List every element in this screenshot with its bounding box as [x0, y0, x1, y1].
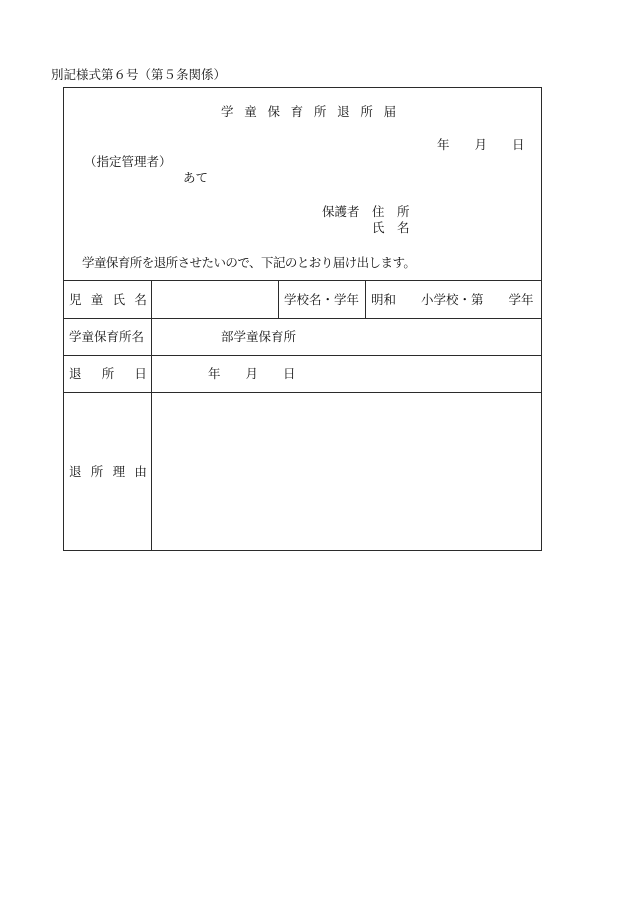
withdrawal-date-value: 年 月 日: [208, 367, 296, 381]
school-value: 明和 小学校・第 学年: [371, 292, 534, 307]
child-name-label-cell: [63, 280, 151, 318]
facility-value: 部学童保育所: [221, 330, 297, 344]
addressee-label: （指定管理者）: [84, 155, 172, 169]
withdrawal-date-value-cell: [151, 355, 541, 392]
form-title: 学 童 保 育 所 退 所 届: [221, 105, 400, 119]
facility-label: 学童保育所名: [69, 330, 145, 344]
guardian-address-label: 住 所: [372, 205, 410, 219]
child-name-label: 児 童 氏 名: [69, 292, 146, 307]
guardian-label: 保護者: [322, 205, 360, 219]
school-value-cell: [365, 280, 541, 318]
child-name-value-cell: [151, 280, 278, 318]
submission-date: 年 月 日: [437, 138, 525, 152]
statement-text: 学童保育所を退所させたいので、下記のとおり届け出します。: [82, 256, 416, 270]
withdrawal-date-label: 退 所 日: [69, 367, 146, 381]
addressee-suffix: あて: [183, 171, 209, 185]
reason-label: 退 所 理 由: [69, 464, 146, 479]
facility-value-cell: [151, 318, 541, 355]
facility-label-cell: [63, 318, 151, 355]
reason-value-cell: [151, 392, 541, 550]
reason-label-cell: [63, 392, 151, 550]
form-number: 別記様式第６号（第５条関係）: [51, 68, 227, 82]
withdrawal-date-label-cell: [63, 355, 151, 392]
school-label: 学校名・学年: [284, 292, 360, 307]
guardian-name-label: 氏 名: [372, 221, 410, 235]
school-label-cell: [278, 280, 365, 318]
